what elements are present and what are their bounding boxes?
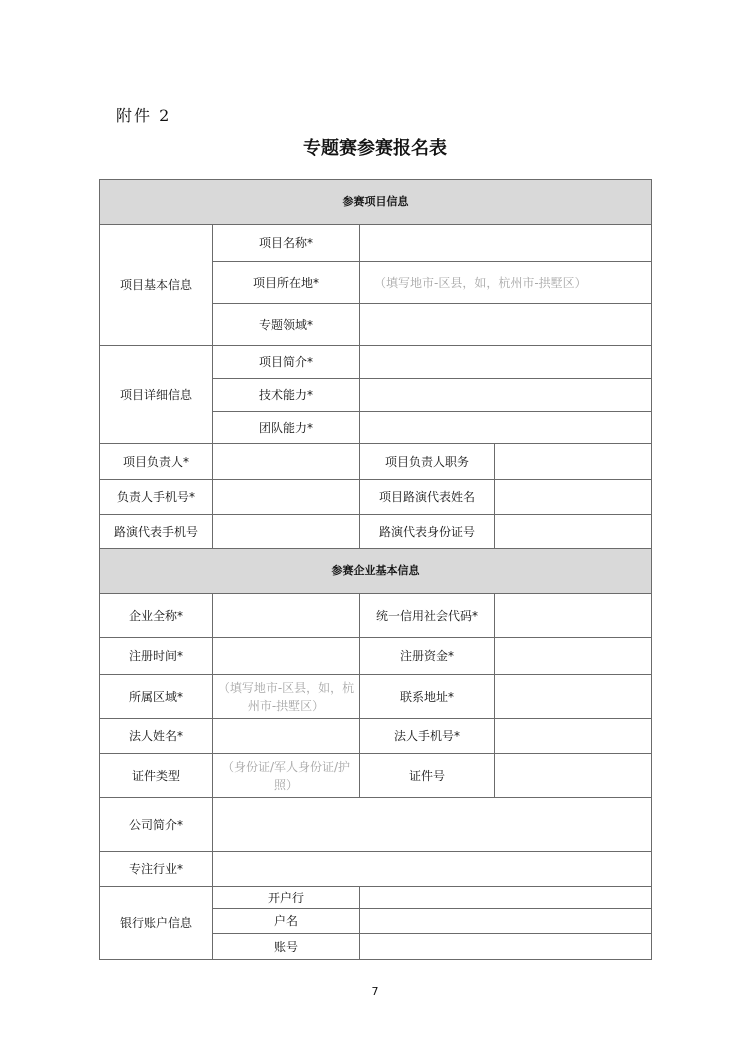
input-project-intro[interactable] [360, 346, 652, 379]
label-project-intro: 项目简介* [213, 346, 360, 379]
input-account-number[interactable] [360, 934, 652, 960]
group-project-basic: 项目基本信息 [100, 225, 213, 346]
label-tech-ability: 技术能力* [213, 379, 360, 412]
input-legal-name[interactable] [213, 719, 360, 754]
label-project-location: 项目所在地* [213, 262, 360, 304]
group-project-detail: 项目详细信息 [100, 346, 213, 444]
input-leader-phone[interactable] [213, 480, 360, 515]
input-company-intro[interactable] [213, 798, 652, 852]
registration-form-table [99, 179, 652, 960]
input-presenter-name[interactable] [495, 480, 652, 515]
input-tech-ability[interactable] [360, 379, 652, 412]
section-project-info: 参赛项目信息 [100, 180, 652, 225]
input-presenter-phone[interactable] [213, 515, 360, 549]
input-presenter-id[interactable] [495, 515, 652, 549]
attachment-label: 附件 2 [116, 106, 172, 125]
label-address: 联系地址* [360, 675, 495, 719]
input-team-ability[interactable] [360, 412, 652, 444]
label-company-intro: 公司简介* [100, 798, 213, 852]
label-bank-name: 开户行 [213, 887, 360, 909]
form-title: 专题赛参赛报名表 [303, 138, 447, 159]
input-account-holder[interactable] [360, 909, 652, 934]
input-project-leader[interactable] [213, 444, 360, 480]
input-id-type[interactable]: （身份证/军人身份证/护照） [213, 754, 360, 798]
label-presenter-id: 路演代表身份证号 [360, 515, 495, 549]
section-company-info: 参赛企业基本信息 [100, 549, 652, 594]
label-topic-field: 专题领域* [213, 304, 360, 346]
label-team-ability: 团队能力* [213, 412, 360, 444]
label-presenter-name: 项目路演代表姓名 [360, 480, 495, 515]
input-bank-name[interactable] [360, 887, 652, 909]
input-id-number[interactable] [495, 754, 652, 798]
label-reg-capital: 注册资金* [360, 638, 495, 675]
input-reg-time[interactable] [213, 638, 360, 675]
input-legal-phone[interactable] [495, 719, 652, 754]
label-legal-name: 法人姓名* [100, 719, 213, 754]
input-leader-title[interactable] [495, 444, 652, 480]
input-project-location[interactable]: （填写地市-区县，如，杭州市-拱墅区） [360, 262, 652, 304]
label-account-holder: 户名 [213, 909, 360, 934]
label-credit-code: 统一信用社会代码* [360, 594, 495, 638]
label-legal-phone: 法人手机号* [360, 719, 495, 754]
input-address[interactable] [495, 675, 652, 719]
label-industry: 专注行业* [100, 852, 213, 887]
label-leader-title: 项目负责人职务 [360, 444, 495, 480]
input-reg-capital[interactable] [495, 638, 652, 675]
label-id-type: 证件类型 [100, 754, 213, 798]
input-industry[interactable] [213, 852, 652, 887]
input-company-name[interactable] [213, 594, 360, 638]
label-presenter-phone: 路演代表手机号 [100, 515, 213, 549]
label-project-name: 项目名称* [213, 225, 360, 262]
group-bank-info: 银行账户信息 [100, 887, 213, 960]
label-reg-time: 注册时间* [100, 638, 213, 675]
label-region: 所属区域* [100, 675, 213, 719]
input-region[interactable]: （填写地市-区县，如，杭州市-拱墅区） [213, 675, 360, 719]
page-number: 7 [371, 985, 379, 998]
label-company-name: 企业全称* [100, 594, 213, 638]
label-leader-phone: 负责人手机号* [100, 480, 213, 515]
label-id-number: 证件号 [360, 754, 495, 798]
label-project-leader: 项目负责人* [100, 444, 213, 480]
input-project-name[interactable] [360, 225, 652, 262]
input-topic-field[interactable] [360, 304, 652, 346]
input-credit-code[interactable] [495, 594, 652, 638]
label-account-number: 账号 [213, 934, 360, 960]
